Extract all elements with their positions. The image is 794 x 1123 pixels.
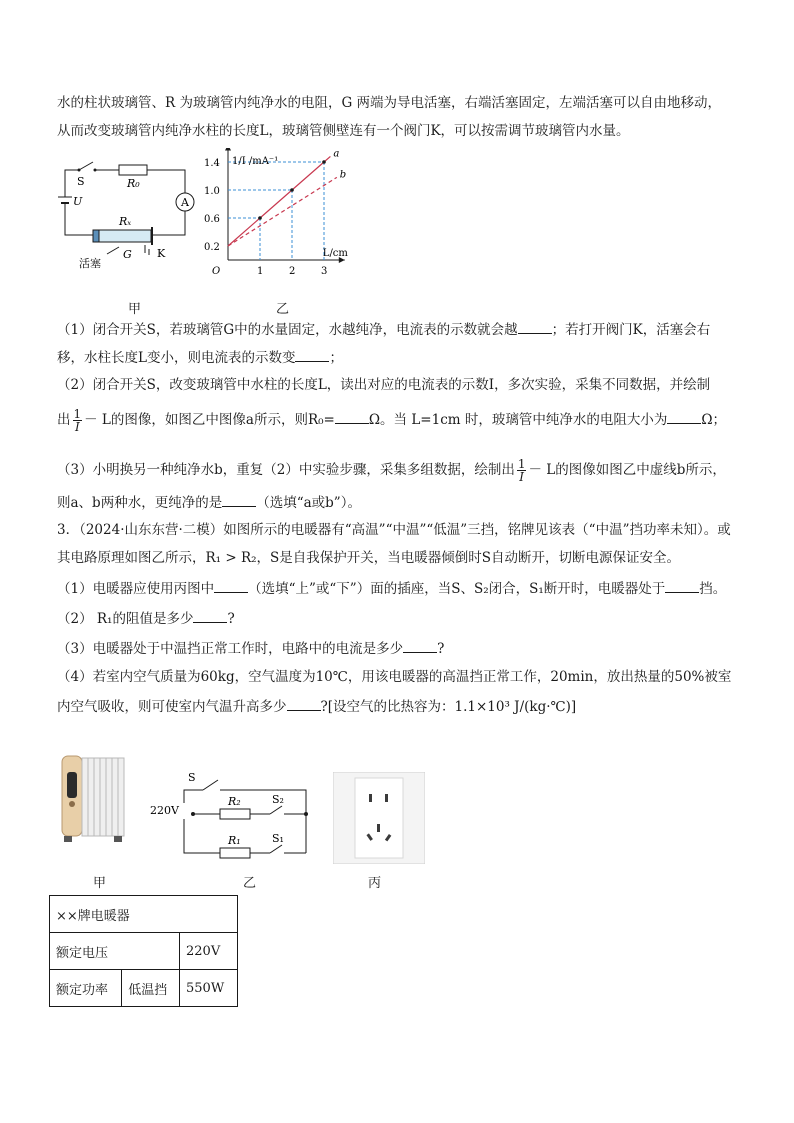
label-s2: S₂ bbox=[272, 793, 284, 806]
y-axis-label: 1/I /mA⁻¹ bbox=[232, 156, 279, 167]
series-line-b bbox=[228, 177, 337, 246]
label-s1: S₁ bbox=[272, 832, 284, 845]
q1-line-2: 移，水柱长度L变小，则电流表的示数变 ； bbox=[57, 350, 343, 366]
spec-row2-sub: 低温挡 bbox=[122, 970, 180, 1007]
series-line-a bbox=[228, 156, 330, 246]
p3-q1: （1）电暖器应使用丙图中 （选填“上”或“下”）面的插座，当S、S₂闭合，S₁断开时，电暖器处于 挡。 bbox=[57, 581, 727, 597]
p3-q4-line-1: （4）若室内空气质量为60kg，空气温度为10℃，用该电暖器的高温挡正常工作，20min，放出热量的50%被室 bbox=[57, 669, 732, 685]
blank-q1-1[interactable] bbox=[518, 320, 552, 334]
caption-jia-1: 甲 bbox=[128, 302, 142, 317]
p3-line-2: 其电路原理如图乙所示，R₁ > R₂，S是自我保护开关，当电暖器倾倒时S自动断开，切断电源保证安全。 bbox=[57, 550, 681, 566]
label-r0: R₀ bbox=[127, 177, 140, 190]
x-tick-label: 3 bbox=[321, 266, 328, 277]
x-tick-label: 1 bbox=[257, 266, 264, 277]
q2-line-1: （2）闭合开关S，改变玻璃管中水柱的长度L，读出对应的电流表的示数I，多次实验，采集不同数据，并绘制 bbox=[57, 377, 711, 393]
blank-q1-2[interactable] bbox=[295, 348, 329, 362]
caption-yi-1: 乙 bbox=[276, 302, 290, 317]
label-a: A bbox=[181, 196, 189, 209]
p3-q3: （3）电暖器处于中温挡正常工作时，电路中的电流是多少 ? bbox=[57, 641, 445, 657]
label-g: G bbox=[123, 248, 132, 261]
socket-photo bbox=[333, 772, 425, 864]
heater-circuit bbox=[148, 765, 318, 865]
label-s: S bbox=[77, 175, 85, 188]
y-tick-label: 0.2 bbox=[204, 242, 220, 253]
graph-yi bbox=[200, 148, 370, 290]
caption-jia-2: 甲 bbox=[93, 876, 107, 891]
series-label-a: a bbox=[333, 148, 340, 160]
q3-line-2: 则a、b两种水，更纯净的是 （选填“a或b”）。 bbox=[57, 495, 361, 511]
blank-q2-r[interactable] bbox=[667, 410, 701, 424]
glass-tube-g bbox=[93, 230, 151, 242]
switch-s-blade bbox=[79, 162, 93, 170]
origin-label: O bbox=[212, 266, 221, 277]
intro-line-2: 从而改变玻璃管内纯净水柱的长度L，玻璃管侧壁连有一个阀门K，可以按需调节玻璃管内水量。 bbox=[57, 123, 630, 139]
p3-line-1: 3．（2024·山东东营·二模）如图所示的电暖器有“高温”“中温”“低温”三挡，铭牌见该表（“中温”挡功率未知）。或 bbox=[57, 522, 731, 538]
fraction-1-over-i-2: $\frac{1}{I}$ bbox=[517, 457, 526, 484]
series-label-b: b bbox=[339, 169, 347, 181]
y-tick-label: 0.6 bbox=[204, 214, 220, 225]
q3-line-1: （3）小明换另一种纯净水b，重复（2）中实验步骤，采集多组数据，绘制出 $\frac{1}{I}$ － L的图像如图乙中虚线b所示， bbox=[57, 457, 726, 484]
heater-photo bbox=[60, 752, 128, 848]
blank-p3-q2[interactable] bbox=[193, 609, 227, 623]
blank-p3-q1-1[interactable] bbox=[214, 579, 248, 593]
label-piston: 活塞 bbox=[79, 257, 101, 270]
spec-row2-label: 额定功率 bbox=[50, 970, 122, 1007]
x-axis-label: L/cm bbox=[322, 248, 348, 259]
y-tick-label: 1.0 bbox=[204, 186, 220, 197]
spec-row1-value: 220V bbox=[180, 933, 238, 970]
spec-row2-value: 550W bbox=[180, 970, 238, 1007]
circuit-diagram-jia bbox=[57, 157, 207, 272]
blank-p3-q1-2[interactable] bbox=[665, 579, 699, 593]
label-k: K bbox=[157, 247, 166, 260]
resistor-r0 bbox=[119, 165, 147, 175]
blank-p3-q3[interactable] bbox=[403, 639, 437, 653]
label-rx: Rₓ bbox=[119, 215, 132, 228]
y-tick-label: 1.4 bbox=[204, 158, 220, 169]
fraction-1-over-i: $\frac{1}{I}$ bbox=[73, 407, 82, 434]
x-tick-label: 2 bbox=[289, 266, 296, 277]
p3-q4-line-2: 内空气吸收，则可使室内气温升高多少 ?[设空气的比热容为：1.1×10³ J/(kg·℃)] bbox=[57, 699, 577, 715]
caption-bing: 丙 bbox=[368, 876, 382, 891]
piston bbox=[93, 230, 99, 242]
blank-p3-q4[interactable] bbox=[287, 697, 321, 711]
data-point-a bbox=[322, 160, 326, 164]
data-point-a bbox=[258, 216, 262, 220]
data-point-a bbox=[290, 188, 294, 192]
spec-table bbox=[49, 895, 238, 1007]
label-r2: R₂ bbox=[228, 795, 241, 808]
blank-q2-r0[interactable] bbox=[335, 410, 369, 424]
q1-line-1: （1）闭合开关S，若玻璃管G中的水量固定，水越纯净，电流表的示数就会越 ；若打开阀门K，活塞会右 bbox=[57, 322, 711, 338]
label-r1: R₁ bbox=[228, 834, 241, 847]
label-s-2: S bbox=[188, 771, 196, 784]
blank-q3[interactable] bbox=[222, 493, 256, 507]
label-220v: 220V bbox=[150, 804, 179, 817]
spec-row1-label: 额定电压 bbox=[50, 933, 180, 970]
spec-title: ××牌电暖器 bbox=[50, 896, 238, 933]
y-axis-arrow bbox=[225, 148, 231, 151]
label-u: U bbox=[73, 195, 83, 208]
q2-line-2: 出 $\frac{1}{I}$ － L的图像，如图乙中图像a所示，则R₀= Ω。当 L=1cm 时，玻璃管中纯净水的电阻大小为 Ω； bbox=[57, 407, 727, 434]
intro-line-1: 水的柱状玻璃管、R 为玻璃管内纯净水的电阻，G 两端为导电活塞，右端活塞固定，左端活塞可以自由地移动， bbox=[57, 95, 722, 111]
caption-yi-2: 乙 bbox=[243, 876, 257, 891]
p3-q2: （2） R₁的阻值是多少 ? bbox=[57, 611, 235, 627]
